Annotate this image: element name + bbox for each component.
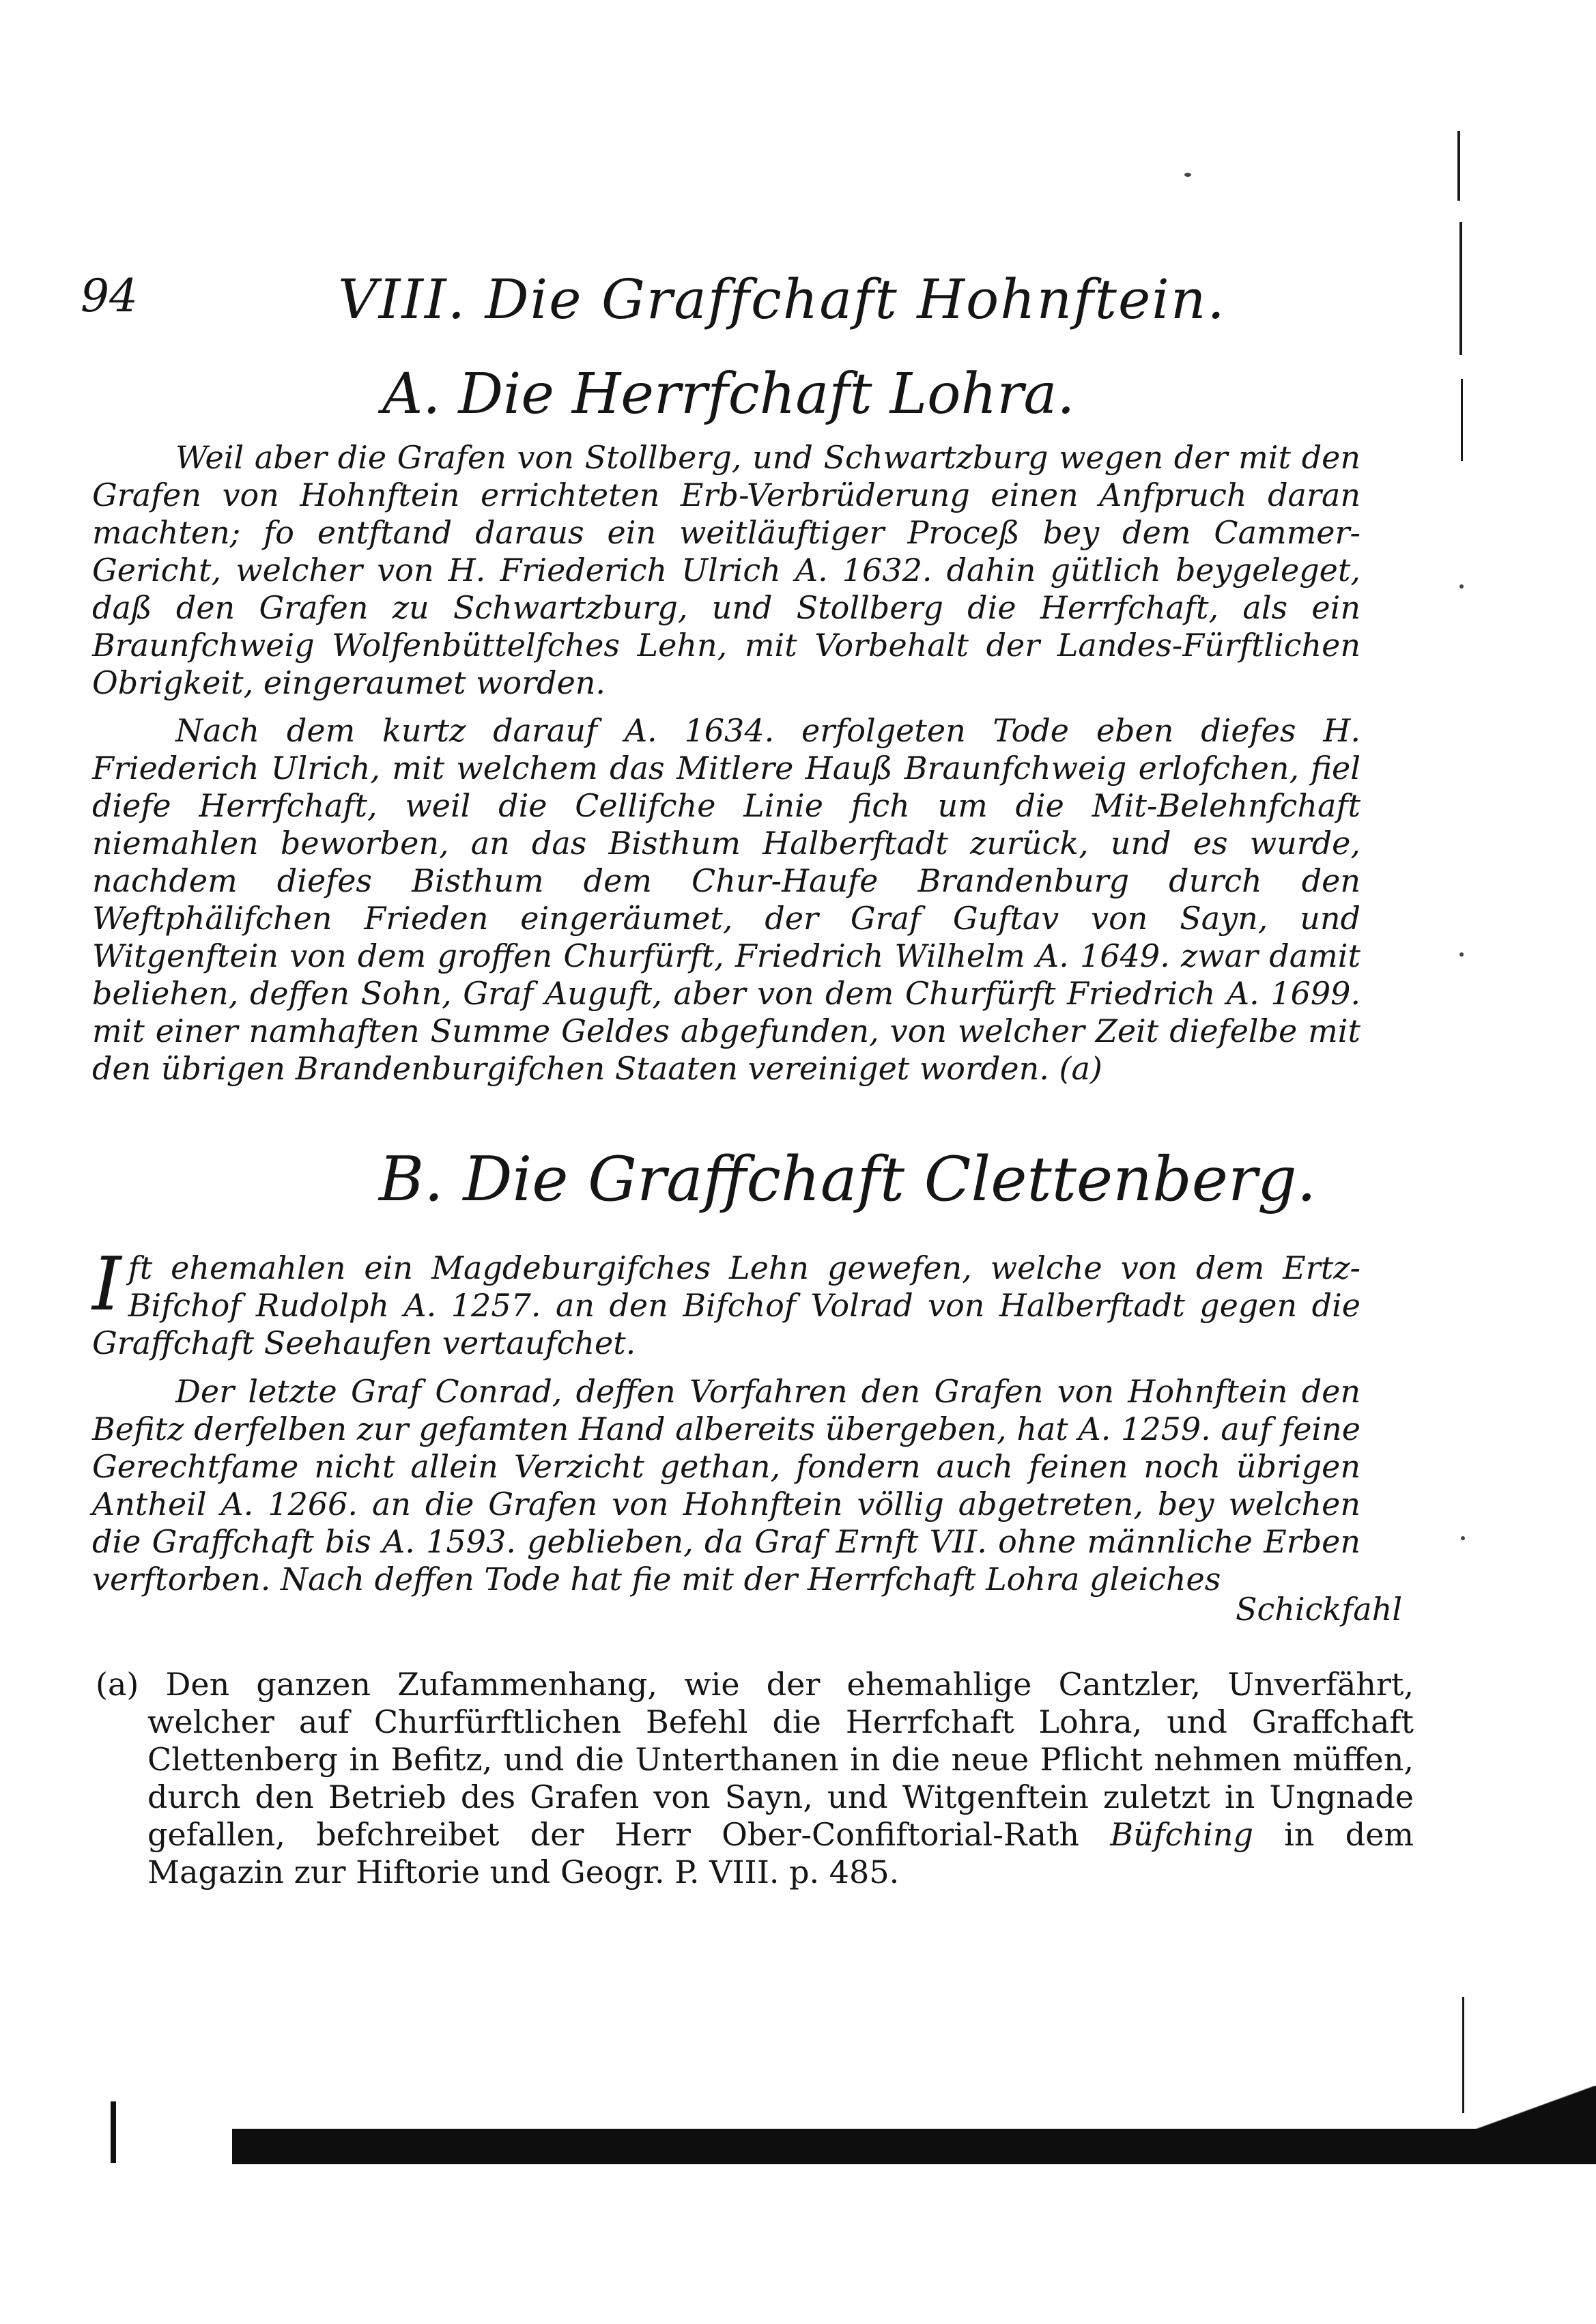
footnote-a-author: Büfching bbox=[1110, 1816, 1253, 1853]
scan-speck bbox=[1459, 952, 1464, 956]
running-head: VIII. Die Graffchaft Hohnftein. bbox=[338, 268, 1226, 331]
scan-edge-mark bbox=[1457, 131, 1460, 201]
page-number: 94 bbox=[81, 270, 138, 322]
scan-edge-mark bbox=[1459, 222, 1462, 355]
scan-speck bbox=[1184, 173, 1191, 177]
paragraph-3 bbox=[92, 1242, 1360, 1362]
footnote-a-text-2: in dem Magazin zur Hiftorie und Geogr. P. VIII. p. 485. bbox=[147, 1816, 1414, 1890]
scan-edge-mark bbox=[1461, 379, 1463, 461]
scan-speck bbox=[1461, 1536, 1465, 1540]
drop-initial: I bbox=[92, 1242, 122, 1327]
scan-bottom-shadow bbox=[232, 2129, 1485, 2164]
paragraph-2: Nach dem kurtz darauf A. 1634. erfolgeten Tode eben diefes H. Friederich Ulrich, mit welchem das Mitlere Hauß Braunfchweig erlofchen, fiel diefe Herrfchaft, weil die Cellifche Linie fich um die Mit-Belehnfchaft niemahlen beworben, an das Bisthum Halberftadt zurück, und es wurde, nachdem diefes Bisthum dem Chur-Haufe Brandenburg durch den Weftphälifchen Frieden eingeräumet, der Graf Guftav von Sayn, und Witgenftein von dem groffen Churfürft, Friedrich Wilhelm A. 1649. zwar damit beliehen, deffen Sohn, Graf Auguft, aber von dem Churfürft Friedrich A. 1699. mit einer namhaften Summe Geldes abgefunden, von welcher Zeit diefelbe mit den übrigen Brandenburgifchen Staaten vereiniget worden. (a) bbox=[92, 712, 1360, 1087]
footnote-a-text-1: (a) Den ganzen Zufammenhang, wie der ehemahlige Cantzler, Unverfährt, welcher auf Churfürftlichen Befehl die Herrfchaft Lohra, und Graffchaft Clettenberg in Befitz, und die Unterthanen in die neue Pflicht nehmen müffen, durch den Betrieb des Grafen von Sayn, und Witgenftein zuletzt in Ungnade gefallen, befchreibet der Herr Ober-Confiftorial-Rath bbox=[96, 1666, 1414, 1853]
section-b-title: B. Die Graffchaft Clettenberg. bbox=[379, 1144, 1317, 1215]
section-a-title: A. Die Herrfchaft Lohra. bbox=[382, 362, 1075, 427]
paragraph-4: Der letzte Graf Conrad, deffen Vorfahren den Grafen von Hohnftein den Befitz derfelben zur gefamten Hand albereits übergeben, hat A. 1259. auf feine Gerechtfame nicht allein Verzicht gethan, fondern auch feinen noch übrigen Antheil A. 1266. an die Grafen von Hohnftein völlig abgetreten, bey welchen die Graffchaft bis A. 1593. geblieben, da Graf Ernft VII. ohne männliche Erben verftorben. Nach deffen Tode hat fie mit der Herrfchaft Lohra gleiches bbox=[92, 1373, 1360, 1598]
scan-speck bbox=[1459, 584, 1464, 589]
catchword: Schickfahl bbox=[1236, 1591, 1403, 1628]
paragraph-3-text: ft ehemahlen ein Magdeburgifches Lehn gewefen, welche von dem Ertz-Bifchof Rudolph A. 1257. an den Bifchof Volrad von Halberftadt gegen die Graffchaft Seehaufen vertaufchet. bbox=[92, 1249, 1360, 1361]
scan-bottom-mark bbox=[111, 2101, 116, 2163]
scan-corner-shadow bbox=[1447, 2086, 1596, 2164]
paragraph-1: Weil aber die Grafen von Stollberg, und Schwartzburg wegen der mit den Grafen von Hohnftein errichteten Erb-Verbrüderung einen Anfpruch daran machten; fo entftand daraus ein weitläuftiger Proceß bey dem Cammer-Gericht, welcher von H. Friederich Ulrich A. 1632. dahin gütlich beygeleget, daß den Grafen zu Schwartzburg, und Stollberg die Herrfchaft, als ein Braunfchweig Wolfenbüttelfches Lehn, mit Vorbehalt der Landes-Fürftlichen Obrigkeit, eingeraumet worden. bbox=[92, 439, 1360, 701]
footnote-a bbox=[96, 1666, 1414, 1891]
